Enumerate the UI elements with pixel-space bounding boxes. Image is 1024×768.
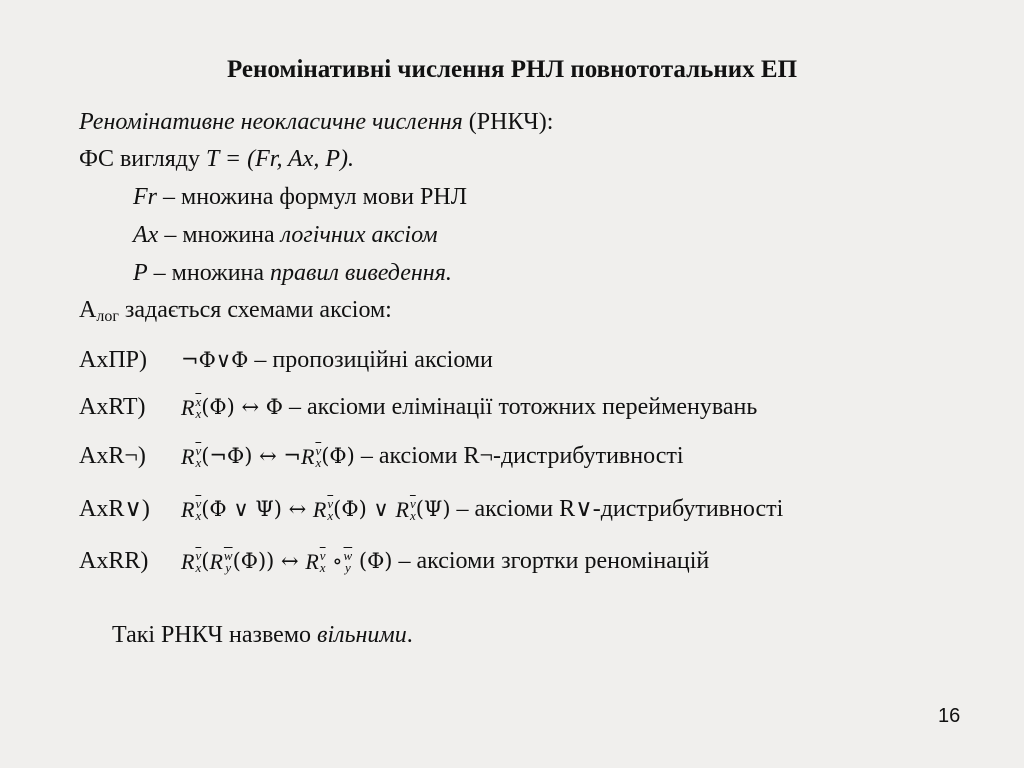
fr-text: – множина формул мови РНЛ bbox=[157, 184, 467, 210]
axiom-desc: – пропозиційні аксіоми bbox=[248, 347, 493, 373]
r-bottom: x bbox=[315, 455, 322, 471]
axiom-label: AxRT) bbox=[79, 394, 146, 420]
r-top: $\overline{x}$ bbox=[195, 394, 202, 410]
axiom-formula-part: (Φ) ∨ bbox=[333, 497, 396, 521]
intro-heading bbox=[79, 107, 553, 137]
axiom-formula-part: (¬Φ) ↔ ¬ bbox=[201, 444, 301, 468]
axiom-formula-part: (Φ) bbox=[352, 549, 393, 573]
renomination-operator bbox=[181, 442, 201, 472]
axiom-axrneg bbox=[79, 441, 684, 472]
slide-title: Реномінативні числення РНЛ повнототальних ЕП bbox=[226, 56, 798, 83]
r-top: $\overline{v}$ bbox=[195, 496, 202, 512]
ax-symbol: Ax bbox=[133, 222, 159, 248]
axiom-axrt bbox=[79, 392, 757, 423]
renomination-operator bbox=[313, 495, 333, 525]
footer-dot: . bbox=[406, 622, 413, 648]
r-symbol: R bbox=[181, 444, 195, 470]
renomination-operator bbox=[305, 547, 325, 577]
axiom-desc: – аксіоми згортки реномінацій bbox=[392, 548, 710, 574]
ax-italic: логічних аксіом bbox=[280, 222, 438, 248]
axiom-formula-part: ( bbox=[201, 549, 210, 573]
axiom-desc: – аксіоми елімінації тотожних перейменувань bbox=[283, 394, 758, 420]
axiom-axpr bbox=[79, 345, 493, 375]
renomination-operator bbox=[181, 495, 201, 525]
axiom-formula-part: (Ψ) bbox=[415, 497, 451, 521]
r-top: $\overline{v}$ bbox=[195, 443, 202, 459]
alog-letter: А bbox=[79, 297, 97, 323]
renomination-operator bbox=[181, 547, 201, 577]
ax-line bbox=[133, 220, 438, 250]
r-top: $\overline{w}$ bbox=[343, 548, 353, 564]
renomination-operator bbox=[301, 442, 321, 472]
r-top: $\overline{v}$ bbox=[327, 496, 334, 512]
renomination-operator bbox=[209, 547, 232, 577]
fs-line bbox=[79, 144, 354, 174]
r-bottom: x bbox=[195, 508, 202, 524]
axiom-desc: – аксіоми R∨-дистрибутивності bbox=[450, 496, 784, 522]
axiom-axrr bbox=[79, 546, 709, 577]
renomination-fraction bbox=[343, 550, 353, 574]
alog-text: задається схемами аксіом: bbox=[118, 297, 392, 323]
r-symbol: R bbox=[305, 549, 319, 575]
alog-subscript: лог bbox=[96, 308, 119, 325]
axiom-axror bbox=[79, 494, 783, 525]
p-line bbox=[133, 258, 452, 288]
axiom-formula: ¬Φ∨Φ bbox=[181, 348, 249, 372]
footer-line bbox=[112, 620, 413, 650]
r-bottom: x bbox=[195, 455, 202, 471]
p-text: – множина bbox=[147, 260, 271, 286]
fs-formula: T = (Fr, Ax, P). bbox=[206, 146, 354, 172]
axiom-label: AxПР) bbox=[79, 347, 148, 373]
r-bottom: x bbox=[195, 560, 202, 576]
intro-heading-italic: Реномінативне неокласичне числення bbox=[79, 109, 463, 135]
r-symbol: R bbox=[181, 395, 195, 421]
p-symbol: P bbox=[133, 260, 148, 286]
ax-text: – множина bbox=[158, 222, 281, 248]
r-bottom: y bbox=[344, 560, 351, 576]
r-symbol: R bbox=[181, 497, 195, 523]
fr-symbol: Fr bbox=[133, 184, 157, 210]
axiom-formula-part: (Φ) bbox=[321, 444, 355, 468]
renomination-operator bbox=[395, 495, 415, 525]
r-bottom: x bbox=[327, 508, 334, 524]
r-bottom: x bbox=[409, 508, 416, 524]
renomination-operator bbox=[181, 393, 201, 423]
r-symbol: R bbox=[181, 549, 195, 575]
axiom-formula-part: (Φ ∨ Ψ) ↔ bbox=[201, 497, 313, 521]
r-symbol: R bbox=[312, 497, 327, 523]
fr-line bbox=[133, 182, 467, 212]
r-symbol: R bbox=[395, 497, 409, 523]
r-symbol: R bbox=[300, 444, 315, 470]
r-bottom: y bbox=[225, 560, 232, 576]
r-top: $\overline{v}$ bbox=[409, 496, 416, 512]
r-bottom: x bbox=[195, 406, 202, 422]
compose-symbol: ∘ bbox=[325, 549, 343, 573]
axiom-formula: (Φ) ↔ Φ bbox=[201, 395, 283, 419]
fs-prefix: ФС вигляду bbox=[79, 146, 206, 172]
r-top: $\overline{v}$ bbox=[319, 548, 326, 564]
axiom-formula-part: (Φ)) ↔ bbox=[232, 549, 306, 573]
r-top: $\overline{v}$ bbox=[195, 548, 202, 564]
intro-heading-rest: (РНКЧ): bbox=[462, 109, 554, 135]
footer-italic: вільними bbox=[317, 622, 407, 648]
page-number: 16 bbox=[938, 705, 961, 727]
p-italic: правил виведення. bbox=[270, 260, 452, 286]
r-bottom: x bbox=[319, 560, 326, 576]
r-symbol: R bbox=[209, 549, 223, 575]
axiom-label: AxR∨) bbox=[79, 496, 150, 522]
axiom-label: AxR¬) bbox=[79, 443, 146, 469]
r-top: $\overline{w}$ bbox=[223, 548, 233, 564]
alog-line bbox=[79, 295, 392, 332]
axiom-desc: – аксіоми R¬-дистрибутивності bbox=[354, 443, 684, 469]
r-top: $\overline{v}$ bbox=[315, 443, 322, 459]
axiom-label: AxRR) bbox=[79, 548, 149, 574]
footer-text: Такі РНКЧ назвемо bbox=[112, 622, 318, 648]
